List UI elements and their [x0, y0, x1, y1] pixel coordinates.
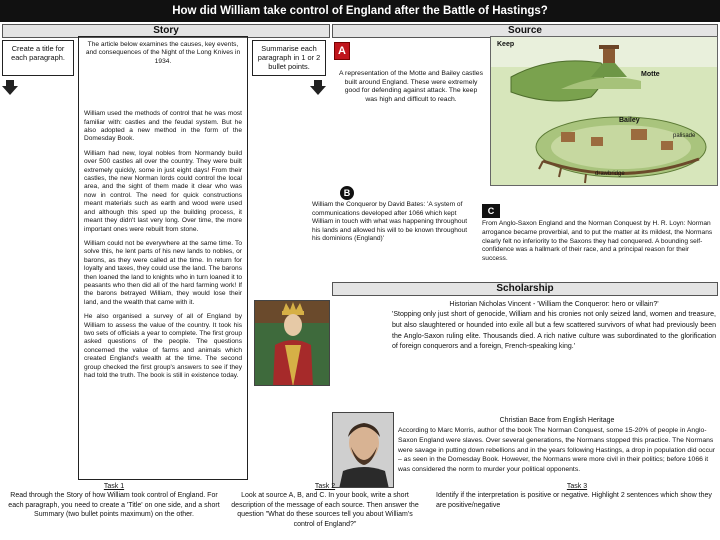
article-paragraph: William had new, loyal nobles from Normandy build over 500 castles all over the country. They were built extremely quickly, some in just eight days! From their castles, the new Norman lords could control the local area, and the sight of them made it clear who was now in control. The need for quick constructions meant materials such as earth and wood were used and although this sped up the building process, it meant they didn't last very long. Over time, the more important ones were rebuilt from stone. [84, 149, 242, 233]
title-instruction-box [2, 40, 74, 76]
title-instruction: Create a title for each paragraph. [11, 44, 65, 62]
king-william-portrait [254, 300, 330, 386]
motte-bailey-illustration [490, 36, 718, 186]
task-3-label: Task 3 [566, 483, 588, 490]
scholarship-1-text: 'Stopping only just short of genocide, William and his cronies not only seized land, women and treasure, but also slaughtered or hounded into exile all but a few scattered survivors of what had previously been the Anglo-Saxon ruling elite. Thousands died. A rich native culture was subordinated to the glorification of foreign conquerors and a foreign, French-speaking king.' [392, 311, 716, 351]
portrait-drawing [333, 413, 394, 488]
summarise-instruction: Summarise each paragraph in 1 or 2 bullet points. [257, 44, 321, 71]
task-2 [226, 482, 424, 529]
scholarship-1 [392, 300, 716, 353]
palisade-label: palisade [673, 133, 696, 139]
task-1-text: Read through the Story of how William took control of England. For each paragraph, you need to create a 'Title' on one side, and a short Summary (two bullet points maximum) on the other. [8, 492, 220, 519]
article-paragraph: William used the methods of control that he was most familiar with: castles and the feudal system. But he also adopted a new method in the form of the Domesday Book. [84, 110, 242, 143]
scholarship-2-text: According to Marc Morris, author of the book The Norman Conquest, some 15-20% of people in Anglo-Saxon England were slaves. Over several generations, the Normans stopped this practice. The Normans were savage in putting down rebellions and in the years following Hastings, a drop in population did occur – as seen in the Domesday Book. However, the Normans were more civil in their politics; before 1066 it was considered the norm to murder your political opponents. [398, 427, 716, 474]
summarise-instruction-box [252, 40, 326, 76]
keep-label: Keep [497, 41, 515, 48]
task-1 [2, 482, 226, 520]
bailey-label: Bailey [619, 117, 640, 124]
source-b-badge: B [340, 186, 354, 200]
christian-bace-portrait [332, 412, 394, 488]
article-paragraph: William could not be everywhere at the same time. To solve this, he lent parts of his new lands to nobles, or barons, as they were called at the time. In return for loyalty and taxes, they could use the land. The barons then loaned the land to knights who in turn loaned it to peasants who then did all of the hard farming work! If the barons betrayed William, they would lose their land, and the wealth that came with it. [84, 239, 242, 306]
task-2-label: Task 2 [314, 483, 336, 490]
drawbridge-label: drawbridge [595, 171, 625, 177]
source-header: Source [332, 24, 718, 38]
article-paragraph: He also organised a survey of all of England by William to assess the value of the country. It took his two sets of officials a year to complete. The first group asked questions of the people. The questions concerned the value of farms and animals which created England's wealth at the time. The second group checked the first group's answers to see if they had told the truth. The book is still in existence today. [84, 313, 242, 379]
source-b-text: William the Conqueror by David Bates: 'A system of communications developed after 1066 which kept William in touch with what was happening throughout his lands and allowed his will to be known throughout his dominions (England)' [312, 201, 468, 243]
source-c-badge: C [482, 204, 500, 218]
source-a-text: A representation of the Motte and Bailey castles built around England. These were extremely good for defending against attack. The keep was high and difficult to reach. [339, 70, 483, 103]
motte-label: Motte [641, 71, 660, 78]
story-article [78, 36, 248, 480]
page-title: How did William take control of England after the Battle of Hastings? [0, 0, 720, 22]
castle-drawing [491, 37, 718, 186]
task-3-text: Identify if the interpretation is positive or negative. Highlight 2 sentences which show they are positive/negative [436, 492, 712, 509]
story-header: Story [2, 24, 330, 38]
article-intro: The article below examines the causes, key events, and consequences of the Night of the Long Knives in 1934. [85, 41, 241, 65]
source-c-text: From Anglo-Saxon England and the Norman Conquest by H. R. Loyn: Norman arrogance became proverbial, and to put the matter at its mildest, the Normans clearly felt no inferiority to the Saxons they had conquered. A bounding self-confidence was a hallmark of their race, and a principal reason for their success. [482, 220, 713, 263]
task-2-text: Look at source A, B, and C. In your book, write a short description of the message of each source. Then answer the question "What do these sources tell you about William's control of England?" [231, 492, 419, 528]
task-1-label: Task 1 [103, 483, 125, 490]
scholarship-2-heading: Christian Bace from English Heritage [499, 417, 615, 424]
scholarship-2 [398, 416, 716, 475]
portrait-drawing [255, 301, 330, 386]
task-3 [436, 482, 718, 510]
scholarship-header: Scholarship [332, 282, 718, 296]
scholarship-1-heading: Historian Nicholas Vincent - 'William the Conqueror: hero or villain?' [449, 301, 659, 308]
source-a-badge: A [334, 42, 350, 60]
